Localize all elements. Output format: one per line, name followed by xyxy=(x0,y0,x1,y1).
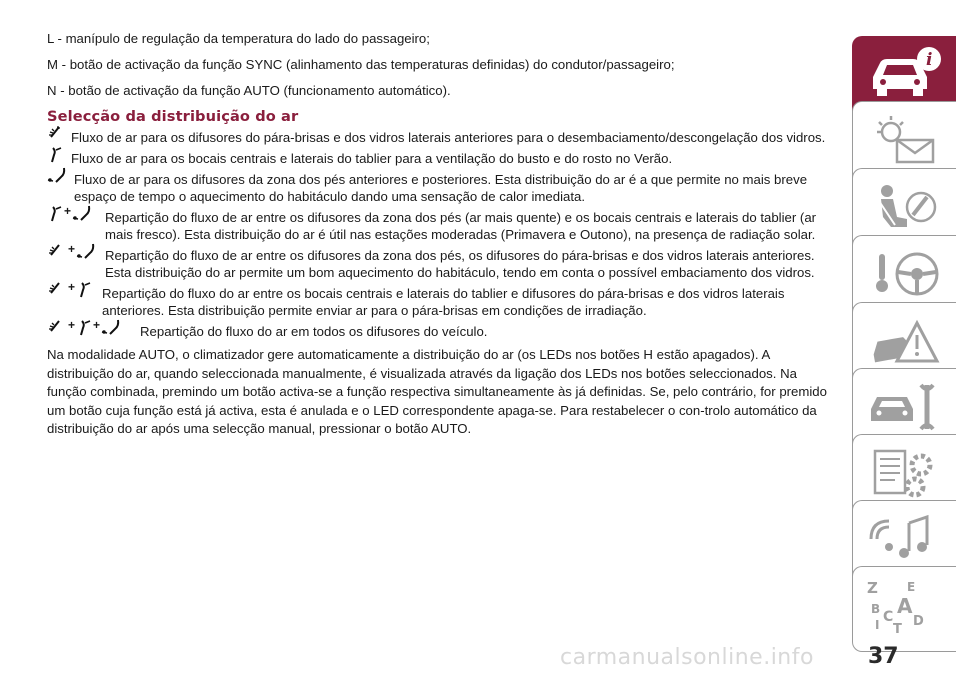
mode-description: Fluxo de ar para os bocais centrais e laterais do tablier para a ventilação do busto e do rosto no Verão. xyxy=(71,151,673,166)
face-vent-icon xyxy=(76,281,92,299)
index-letter: Z xyxy=(867,579,878,597)
plus-sign: + xyxy=(68,280,76,294)
air-mode-face-feet xyxy=(47,204,837,243)
windshield-vent-icon xyxy=(47,125,67,143)
svg-text:i: i xyxy=(926,50,933,70)
multimedia-icon xyxy=(867,509,945,571)
windshield-vent-icon xyxy=(47,243,67,261)
mode-description: Repartição do fluxo do ar entre os bocais centrais e laterais do tablier e difusores do pára-brisas e dos vidros laterais anteriores. Esta distribuição permite enviar ar para o pára-brisas em condições de irradiação. xyxy=(102,286,785,318)
feet-vent-icon xyxy=(47,167,71,185)
mode-description: Fluxo de ar para os difusores da zona dos pés anteriores e posteriores. Esta distribuição do ar é a que permite no mais breve espaço de tempo o aquecimento do habitáculo dando uma sensação de calor imediata. xyxy=(74,172,808,204)
specifications-icon xyxy=(867,443,945,505)
mode-description: Repartição do fluxo do ar em todos os difusores do veículo. xyxy=(140,324,488,339)
feet-vent-icon xyxy=(76,243,100,261)
steering-wheel-icon xyxy=(867,244,945,306)
seat-safety-icon xyxy=(867,177,945,239)
section-title: Selecção da distribuição do ar xyxy=(47,108,299,125)
car-service-icon xyxy=(867,377,945,439)
face-vent-icon xyxy=(47,146,63,164)
legend-item-n: N - botão de activação da função AUTO (funcionamento automático). xyxy=(47,83,451,98)
index-letter: A xyxy=(897,594,913,618)
index-letter: E xyxy=(907,580,916,594)
plus-sign: + xyxy=(64,204,72,218)
index-letter: C xyxy=(883,609,894,625)
windshield-vent-icon xyxy=(47,319,67,337)
air-mode-windshield xyxy=(47,129,837,146)
feet-vent-icon xyxy=(101,319,125,337)
index-letter: D xyxy=(913,614,924,629)
face-vent-icon xyxy=(47,205,63,223)
warning-lights-icon xyxy=(867,110,945,172)
plus-sign: + xyxy=(93,318,101,332)
index-letter: T xyxy=(893,622,902,637)
plus-sign: + xyxy=(68,318,76,332)
tab-index[interactable] xyxy=(852,566,956,652)
air-mode-windshield-feet xyxy=(47,242,837,281)
index-letter: B xyxy=(871,602,881,616)
main-content xyxy=(47,30,837,439)
emergency-triangle-icon xyxy=(867,311,945,373)
watermark: carmanualsonline.info xyxy=(560,645,814,670)
air-mode-face xyxy=(47,150,837,167)
auto-mode-paragraph: Na modalidade AUTO, o climatizador gere automaticamente a distribuição do ar (os LEDs nos botões H estão apagados). A distribuição do ar, quando seleccionada manualmente, é visualizada através da ligação dos LEDs nos botões seleccionados. Na função combinada, premindo um botão activa-se a função respectiva simultaneamente às já definidas. Se, pelo contrário, for premido um botão cuja função está já activa, esta é anulada e o LED correspondente apaga-se. Para restabelecer o con-trolo automático da distribuição do ar após uma selecção manual, pressionar o botão AUTO. xyxy=(47,347,827,437)
air-mode-windshield-face xyxy=(47,280,837,319)
car-info-icon xyxy=(867,45,945,107)
mode-description: Fluxo de ar para os difusores do pára-brisas e dos vidros laterais anteriores para o desembaciamento/descongelação dos vidros. xyxy=(71,130,826,145)
alphabetical-index-icon xyxy=(867,575,945,637)
feet-vent-icon xyxy=(72,205,96,223)
mode-description: Repartição do fluxo de ar entre os difusores da zona dos pés (ar mais quente) e os bocais centrais e laterais do tablier (ar mais fresco). Esta distribuição do ar é útil nas estações moderadas (Primavera e Outono), na presença de radiação solar. xyxy=(105,210,817,242)
legend-item-m: M - botão de activação da função SYNC (alinhamento das temperaturas definidas) do condutor/passageiro; xyxy=(47,57,675,72)
windshield-vent-icon xyxy=(47,281,67,299)
air-mode-feet xyxy=(47,171,837,205)
face-vent-icon xyxy=(76,319,92,337)
plus-sign: + xyxy=(68,242,76,256)
air-mode-all xyxy=(47,318,837,340)
mode-description: Repartição do fluxo de ar entre os difusores da zona dos pés, os difusores do pára-brisas e dos vidros laterais anteriores. Esta distribuição do ar permite um bom aquecimento do habitáculo, tendo em conta o possível embaciamento dos vidros. xyxy=(105,248,815,280)
index-letter: I xyxy=(875,618,880,632)
page-number: 37 xyxy=(868,644,899,669)
legend-item-l: L - manípulo de regulação da temperatura do lado do passageiro; xyxy=(47,31,430,46)
